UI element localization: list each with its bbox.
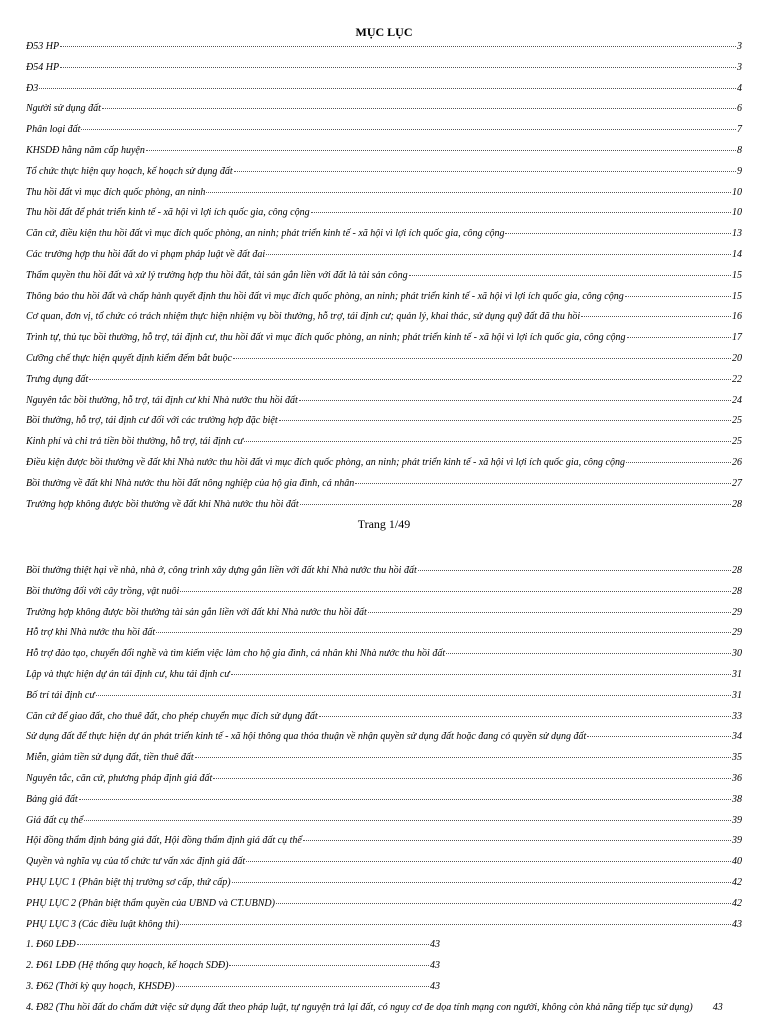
toc-entry-page: 28 xyxy=(732,565,742,576)
toc-entry-page: 39 xyxy=(732,835,742,847)
toc-entry[interactable] xyxy=(26,102,742,123)
toc-entry[interactable] xyxy=(26,165,742,186)
toc-dot-leader xyxy=(299,400,731,401)
toc-entry-label: Kinh phí và chi trả tiền bồi thường, hỗ trợ, tái định cư xyxy=(26,436,244,448)
toc-dot-leader xyxy=(279,420,731,421)
toc-dot-leader xyxy=(627,337,731,338)
toc-entry[interactable] xyxy=(26,959,440,980)
toc-dot-leader xyxy=(276,903,731,904)
toc-entry[interactable] xyxy=(26,394,742,415)
toc-entry-page: 28 xyxy=(732,498,742,510)
toc-entry[interactable] xyxy=(26,918,742,939)
toc-entry-page: 43 xyxy=(732,918,742,930)
toc-entry-label: KHSDĐ hằng năm cấp huyện xyxy=(26,144,145,156)
toc-entry-page: 43 xyxy=(430,939,440,951)
toc-entry-label: Trường hợp không được bồi thường tài sản gắn liền với đất khi Nhà nước thu hồi đất xyxy=(26,606,367,618)
toc-title: MỤC LỤC xyxy=(355,25,413,39)
toc-entry[interactable] xyxy=(26,564,742,585)
toc-entry-page: 14 xyxy=(732,248,742,260)
toc-entry[interactable] xyxy=(26,626,742,647)
toc-entry-page: 34 xyxy=(732,731,742,743)
toc-dot-leader xyxy=(626,462,731,463)
toc-entry-label: Bố trí tái định cư xyxy=(26,689,95,701)
toc-entry-page: 40 xyxy=(732,856,742,868)
toc-entry[interactable] xyxy=(26,606,742,627)
toc-dot-leader xyxy=(311,212,731,213)
toc-dot-leader xyxy=(89,379,731,380)
toc-entry[interactable] xyxy=(26,897,742,918)
toc-dot-leader xyxy=(81,129,736,130)
toc-dot-leader xyxy=(232,882,731,883)
toc-entry-label: Bồi thường đối với cây trồng, vật nuôi xyxy=(26,585,180,597)
toc-entry[interactable] xyxy=(26,876,742,897)
toc-entry-page: 42 xyxy=(732,897,742,909)
toc-entry-label: Đ53 HP xyxy=(26,41,60,52)
toc-dot-leader xyxy=(355,483,731,484)
toc-entry-page: 39 xyxy=(732,814,742,826)
toc-dot-leader xyxy=(244,441,731,442)
toc-dot-leader xyxy=(96,695,731,696)
toc-dot-leader xyxy=(156,632,731,633)
toc-entry-page: 17 xyxy=(732,332,742,344)
toc-entry-page: 20 xyxy=(732,352,742,364)
toc-entry-page: 24 xyxy=(732,394,742,406)
page-footer: Trang 1/49 xyxy=(357,517,411,531)
toc-entry[interactable] xyxy=(26,82,742,103)
toc-entry-page: 36 xyxy=(732,772,742,784)
toc-entry-label: Thông báo thu hồi đất và chấp hành quyết định thu hồi đất vì mục đích quốc phòng, an ninh; phát triển kinh tế - xã hội vì lợi ích quốc gia, công cộng xyxy=(26,290,624,302)
toc-entry-page: 28 xyxy=(732,585,742,597)
toc-entry-label: Cơ quan, đơn vị, tổ chức có trách nhiệm thực hiện nhiệm vụ bồi thường, hỗ trợ, tái định cư; quản lý, khai thác, sử dụng quỹ đất đã thu hồi xyxy=(26,311,581,323)
toc-entry-page: 10 xyxy=(732,207,742,219)
toc-entry-page: 31 xyxy=(732,668,742,680)
toc-entry[interactable] xyxy=(26,414,742,435)
toc-entry[interactable] xyxy=(26,834,742,855)
toc-entry[interactable] xyxy=(26,647,742,668)
toc-dot-leader xyxy=(319,716,731,717)
toc-entry[interactable] xyxy=(26,144,742,165)
toc-entry-label: Hỗ trợ khi Nhà nước thu hồi đất xyxy=(26,627,156,639)
toc-entry[interactable] xyxy=(26,310,742,331)
toc-entry-page: 25 xyxy=(732,415,742,427)
toc-entry-label: Đ3 xyxy=(26,82,39,94)
toc-entry-page: 10 xyxy=(732,186,742,198)
toc-dot-leader xyxy=(300,504,731,505)
toc-dot-leader xyxy=(418,570,731,571)
toc-entry-label: Tổ chức thực hiện quy hoạch, kế hoạch sử dụng đất xyxy=(26,165,233,177)
toc-entry-label: Đ54 HP xyxy=(26,61,60,73)
toc-entry-page: 26 xyxy=(732,456,742,468)
toc-entry-page: 29 xyxy=(732,606,742,618)
toc-entry-label: Thu hồi đất để phát triển kinh tế - xã hội vì lợi ích quốc gia, công cộng xyxy=(26,207,310,219)
toc-entry[interactable] xyxy=(26,40,742,61)
toc-entry-page: 30 xyxy=(732,648,742,660)
toc-dot-leader xyxy=(234,171,736,172)
toc-entry-label: PHỤ LỤC 2 (Phân biệt thẩm quyền của UBND và CT.UBND) xyxy=(26,897,275,909)
toc-entry-page: 15 xyxy=(732,269,742,281)
toc-entry-label: Bồi thường về đất khi Nhà nước thu hồi đất nông nghiệp của hộ gia đình, cá nhân xyxy=(26,477,355,489)
toc-entry-label: 1. Đ60 LĐĐ xyxy=(26,939,76,951)
toc-entry-page: 6 xyxy=(737,103,742,115)
toc-dot-leader xyxy=(146,150,736,151)
toc-entry-label: PHỤ LỤC 1 (Phân biệt thị trường sơ cấp, thứ cấp) xyxy=(26,876,231,888)
toc-entry-label: Căn cứ, điều kiện thu hồi đất vì mục đích quốc phòng, an ninh; phát triển kinh tế - xã hội vì lợi ích quốc gia, công cộng xyxy=(26,228,505,240)
toc-entry-label: PHỤ LỤC 3 (Các điều luật không thi) xyxy=(26,918,180,930)
toc-dot-leader xyxy=(195,757,731,758)
toc-dot-leader xyxy=(231,674,731,675)
toc-entry-page: 13 xyxy=(732,228,742,240)
toc-entry-page: 33 xyxy=(732,710,742,722)
toc-entry[interactable] xyxy=(26,290,742,311)
toc-list-page-2 xyxy=(26,564,742,1022)
toc-dot-leader xyxy=(368,612,731,613)
toc-entry[interactable] xyxy=(26,855,742,876)
toc-entry-label: Sử dụng đất để thực hiện dự án phát triển kinh tế - xã hội thông qua thỏa thuận về nhận quyền sử dụng đất hoặc đang có quyền sử dụng đất xyxy=(26,731,587,743)
toc-entry-label: 3. Đ62 (Thời kỳ quy hoạch, KHSDĐ) xyxy=(26,980,175,992)
toc-dot-leader xyxy=(176,986,429,987)
toc-entry-label: Hội đồng thẩm định bảng giá đất, Hội đồng thẩm định giá đất cụ thể xyxy=(26,835,302,847)
toc-entry[interactable] xyxy=(26,668,742,689)
toc-entry-label: Phân loại đất xyxy=(26,124,81,136)
toc-dot-leader xyxy=(581,316,731,317)
toc-entry[interactable] xyxy=(26,269,742,290)
toc-entry-label: Các trường hợp thu hồi đất do vi phạm pháp luật về đất đai xyxy=(26,248,266,260)
toc-entry-label: 2. Đ61 LĐĐ (Hệ thống quy hoạch, kế hoạch SDĐ) xyxy=(26,960,229,972)
toc-entry-label: Nguyên tắc bồi thường, hỗ trợ, tái định cư khi Nhà nước thu hồi đất xyxy=(26,394,298,406)
toc-entry-page: 25 xyxy=(732,436,742,448)
toc-dot-leader xyxy=(505,233,731,234)
toc-dot-leader xyxy=(39,88,736,89)
toc-entry-page: 22 xyxy=(732,373,742,385)
toc-entry-label: Miễn, giảm tiền sử dụng đất, tiền thuê đất xyxy=(26,752,194,764)
toc-entry-label: Người sử dụng đất xyxy=(26,103,101,115)
toc-entry-label: Bảng giá đất xyxy=(26,793,78,805)
toc-entry-label: Cưỡng chế thực hiện quyết định kiểm đếm bắt buộc xyxy=(26,352,232,364)
toc-entry-page: 4 xyxy=(737,82,742,94)
toc-dot-leader xyxy=(60,46,736,47)
toc-dot-leader xyxy=(625,296,731,297)
toc-entry-page: 3 xyxy=(737,61,742,73)
toc-entry-label: Bồi thường, hỗ trợ, tái định cư đối với các trường hợp đặc biệt xyxy=(26,415,278,427)
toc-entry-page: 16 xyxy=(732,311,742,323)
toc-dot-leader xyxy=(229,965,429,966)
toc-dot-leader xyxy=(303,840,731,841)
toc-entry-label: Giá đất cụ thể xyxy=(26,814,83,826)
toc-entry-label: Bồi thường thiệt hại về nhà, nhà ở, công trình xây dựng gắn liền với đất khi Nhà nước thu hồi đất xyxy=(26,565,417,576)
toc-dot-leader xyxy=(446,653,731,654)
toc-entry-label: 4. Đ82 (Thu hồi đất do chấm dứt việc sử dụng đất theo pháp luật, tự nguyện trả lại đất, có nguy cơ đe dọa tính mạng con người, không còn khả năng tiếp tục sử dụng) xyxy=(26,1001,693,1013)
toc-entry-label: Lập và thực hiện dự án tái định cư, khu tái định cư xyxy=(26,668,230,680)
toc-entry[interactable] xyxy=(26,123,742,144)
toc-dot-leader xyxy=(180,924,731,925)
toc-dot-leader xyxy=(79,799,731,800)
toc-entry[interactable] xyxy=(26,227,742,248)
toc-entry[interactable] xyxy=(26,331,742,352)
toc-entry[interactable] xyxy=(26,730,742,751)
toc-entry[interactable] xyxy=(26,186,742,207)
toc-dot-leader xyxy=(266,254,731,255)
toc-dot-leader xyxy=(213,778,731,779)
toc-entry-label: Trình tự, thủ tục bồi thường, hỗ trợ, tái định cư, thu hồi đất vì mục đích quốc phòng, an ninh; phát triển kinh tế - xã hội vì lợi ích quốc gia, công cộng xyxy=(26,332,626,344)
toc-entry-label: Thẩm quyền thu hồi đất và xử lý trường hợp thu hồi đất, tài sản gắn liền với đất là tài sản công xyxy=(26,269,408,281)
toc-dot-leader xyxy=(587,736,731,737)
toc-entry-page: 7 xyxy=(737,124,742,136)
toc-entry-label: Trưng dụng đất xyxy=(26,373,89,385)
toc-entry-page: 31 xyxy=(732,689,742,701)
toc-entry-page: 9 xyxy=(737,165,742,177)
toc-entry[interactable] xyxy=(26,61,742,82)
toc-entry[interactable] xyxy=(26,585,742,606)
toc-entry[interactable] xyxy=(26,938,440,959)
toc-entry[interactable] xyxy=(26,477,742,498)
toc-entry[interactable] xyxy=(26,373,742,394)
toc-dot-leader xyxy=(84,820,731,821)
toc-entry-page: 3 xyxy=(737,41,742,52)
toc-entry[interactable] xyxy=(26,710,742,731)
toc-entry-label: Thu hồi đất vì mục đích quốc phòng, an ninh xyxy=(26,186,206,198)
toc-dot-leader xyxy=(180,591,731,592)
toc-entry[interactable] xyxy=(26,793,742,814)
toc-entry[interactable] xyxy=(26,456,742,477)
toc-entry[interactable] xyxy=(26,689,742,710)
toc-dot-leader xyxy=(233,358,731,359)
toc-entry-page: 27 xyxy=(732,477,742,489)
toc-dot-leader xyxy=(409,275,731,276)
toc-entry-label: Nguyên tắc, căn cứ, phương pháp định giá đất xyxy=(26,772,213,784)
toc-entry[interactable] xyxy=(26,772,742,793)
toc-entry[interactable] xyxy=(26,980,440,1001)
toc-entry[interactable] xyxy=(26,1001,742,1022)
toc-dot-leader xyxy=(77,944,429,945)
toc-entry-label: Điều kiện được bồi thường về đất khi Nhà nước thu hồi đất vì mục đích quốc phòng, an ninh; phát triển kinh tế - xã hội vì lợi ích quốc gia, công cộng xyxy=(26,456,625,468)
toc-entry-page: 38 xyxy=(732,793,742,805)
toc-entry-label: Căn cứ để giao đất, cho thuê đất, cho phép chuyển mục đích sử dụng đất xyxy=(26,710,318,722)
toc-dot-leader xyxy=(206,192,731,193)
toc-entry[interactable] xyxy=(26,248,742,269)
toc-entry-page: 43 xyxy=(430,980,440,992)
toc-entry[interactable] xyxy=(26,352,742,373)
toc-entry[interactable] xyxy=(26,751,742,772)
toc-dot-leader xyxy=(246,861,731,862)
toc-entry-page: 29 xyxy=(732,627,742,639)
toc-entry-page: 15 xyxy=(732,290,742,302)
toc-dot-leader xyxy=(102,108,736,109)
toc-entry-label: Trường hợp không được bồi thường về đất khi Nhà nước thu hồi đất xyxy=(26,498,299,510)
toc-entry-page: 43 xyxy=(430,960,440,972)
toc-list-page-1 xyxy=(26,40,742,518)
toc-entry-page: 42 xyxy=(732,876,742,888)
toc-entry-page: 35 xyxy=(732,752,742,764)
toc-entry[interactable] xyxy=(26,435,742,456)
toc-entry-label: Hỗ trợ đào tạo, chuyển đổi nghề và tìm kiếm việc làm cho hộ gia đình, cá nhân khi Nhà nước thu hồi đất xyxy=(26,648,446,660)
toc-entry-label: Quyền và nghĩa vụ của tổ chức tư vấn xác định giá đất xyxy=(26,856,246,868)
toc-dot-leader xyxy=(60,67,736,68)
toc-entry-page: 43 xyxy=(712,1001,723,1013)
toc-entry[interactable] xyxy=(26,814,742,835)
toc-entry[interactable] xyxy=(26,206,742,227)
toc-entry-page: 8 xyxy=(737,144,742,156)
